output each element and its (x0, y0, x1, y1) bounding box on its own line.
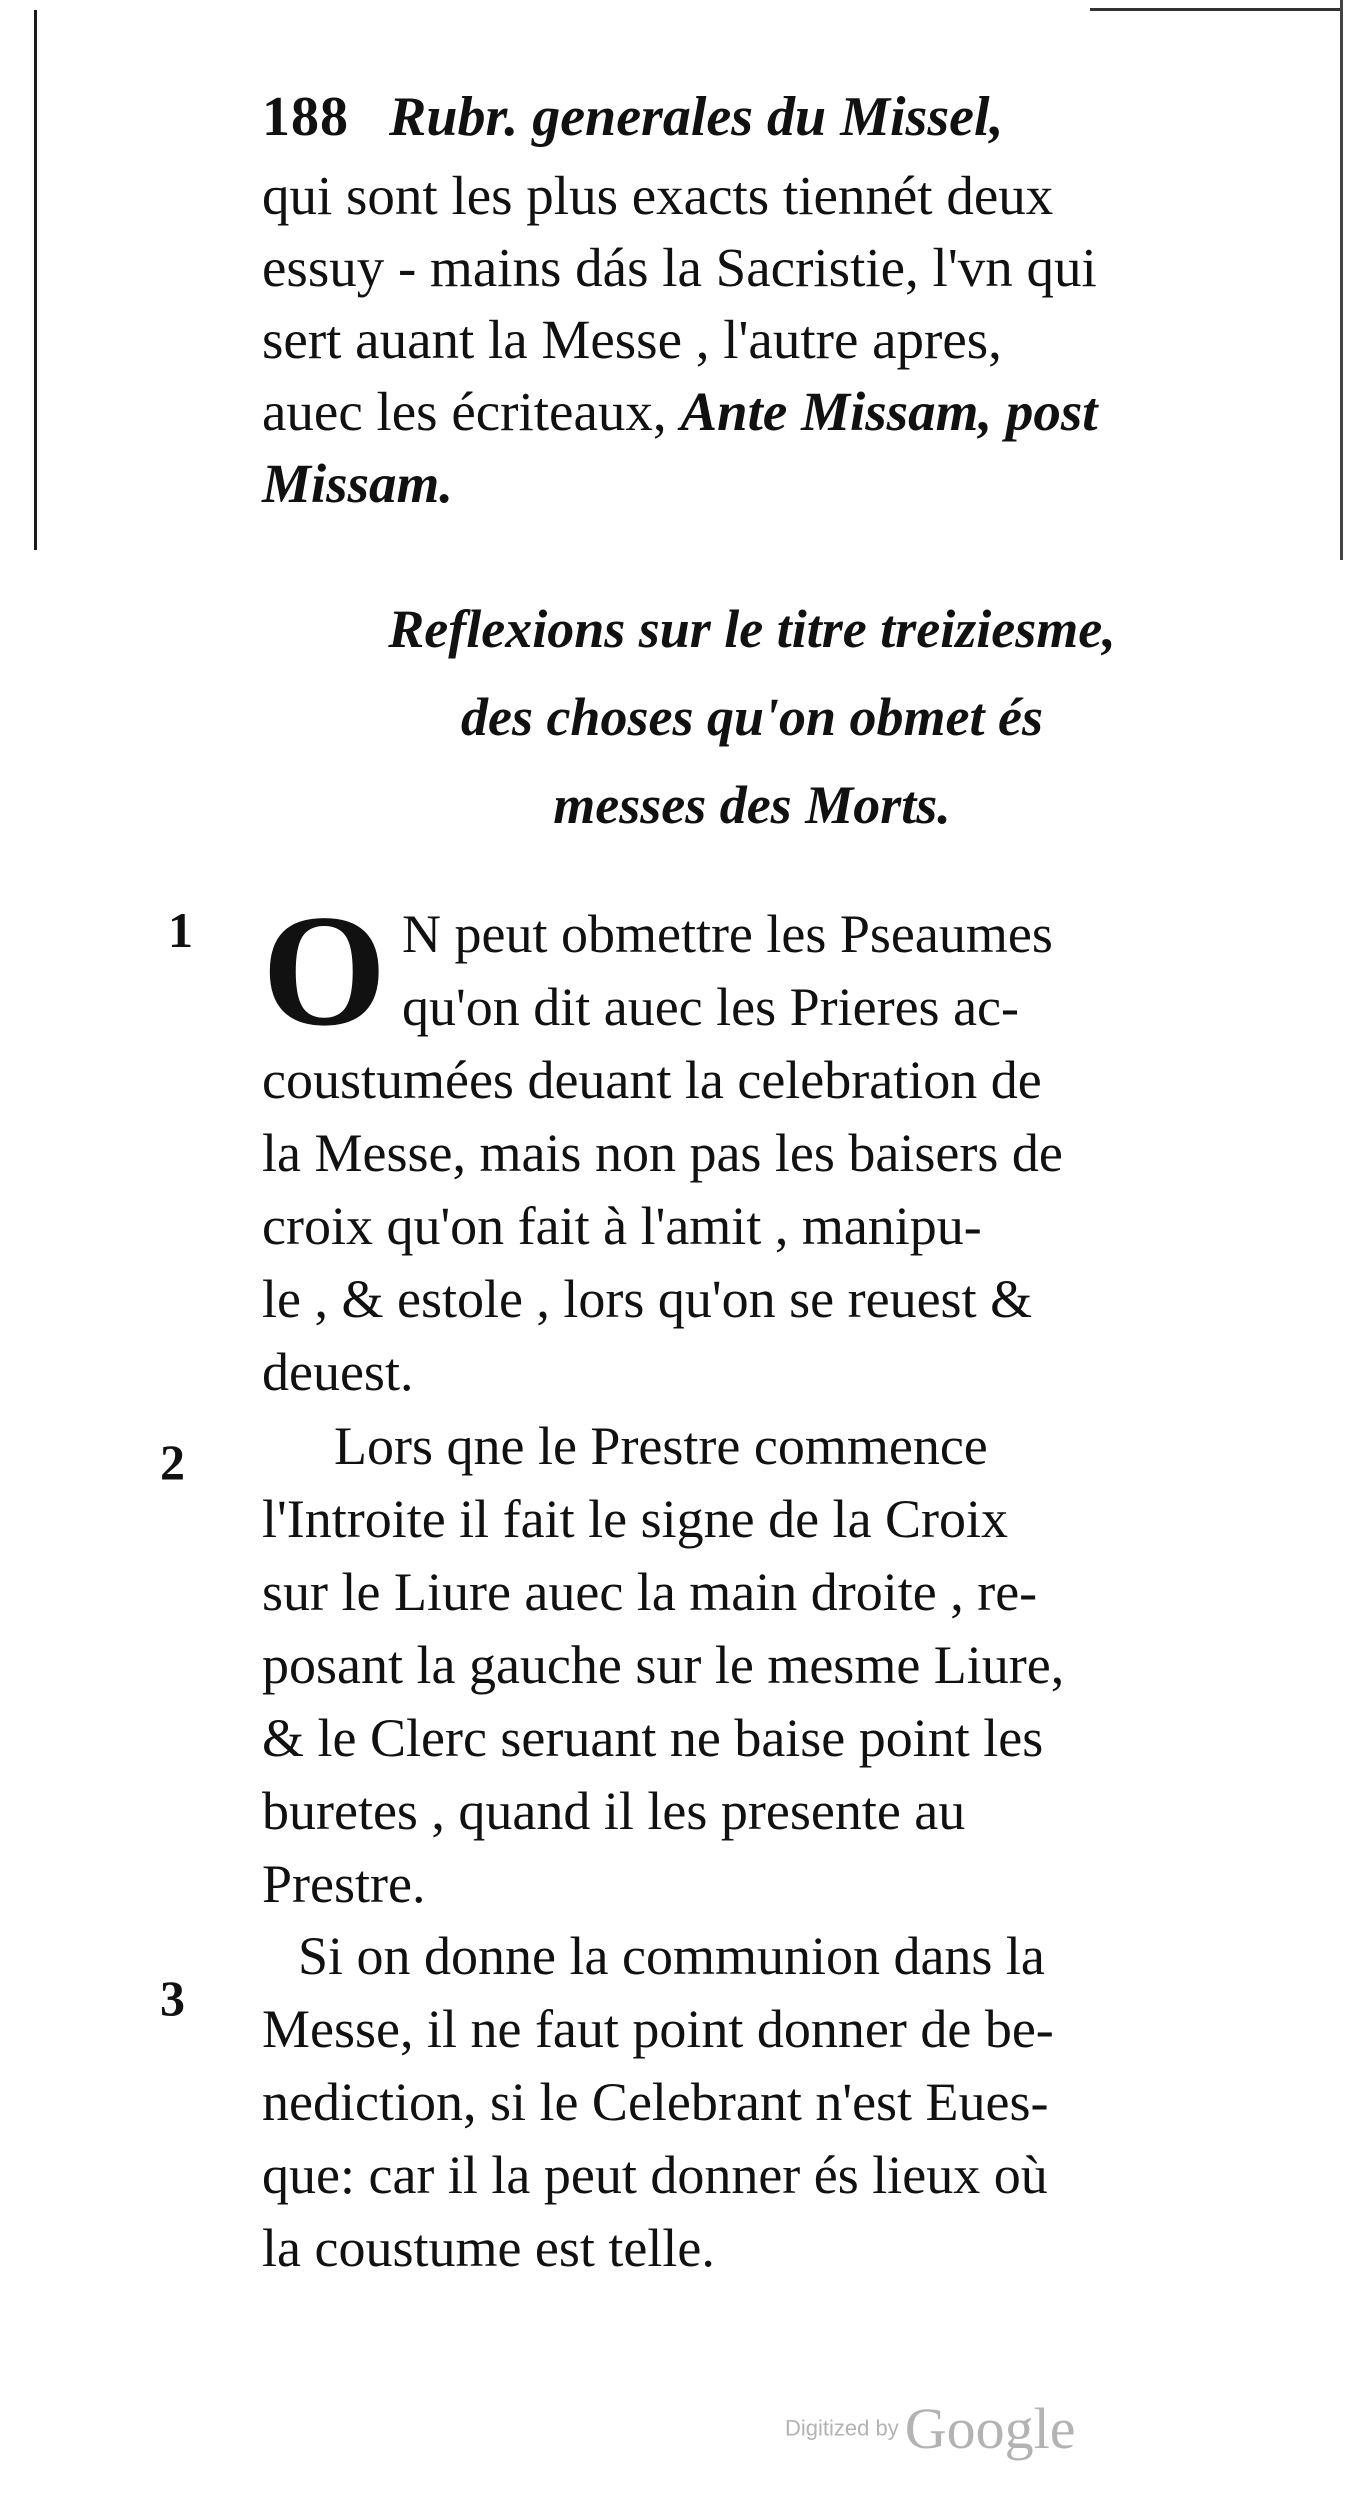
text-line: Missam. (262, 453, 454, 514)
text-line: la coustume est telle. (262, 2218, 715, 2278)
scan-edge-left (34, 10, 37, 550)
margin-number: 2 (160, 1434, 185, 1490)
text-line: la Messe, mais non pas les baisers de (262, 1123, 1063, 1183)
text-line: qui sont les plus exacts tiennét deux (262, 165, 1054, 226)
text-line: croix qu'on fait à l'amit , manipu- (262, 1196, 982, 1256)
page-number: 188 (262, 86, 349, 148)
text-line: essuy - mains dás la Sacristie, l'vn qui (262, 237, 1097, 298)
running-title: Rubr. generales du Missel, (389, 86, 1004, 148)
paragraph-2 (262, 1410, 1242, 1921)
heading-line: des choses qu'on obmet és (460, 687, 1043, 747)
text-line: N peut obmettre les Pseaumes (402, 904, 1053, 964)
running-head (262, 82, 1242, 152)
drop-cap: O (262, 881, 387, 1059)
text-line: coustumées deuant la celebration de (262, 1050, 1042, 1110)
section-heading (262, 585, 1242, 849)
margin-number: 3 (160, 1970, 185, 2026)
heading-line: Reflexions sur le titre treiziesme, (388, 599, 1116, 659)
text-line: sur le Liure auec la main droite , re- (262, 1562, 1038, 1622)
text-line: & le Clerc seruant ne baise point les (262, 1708, 1044, 1768)
text-line: Lors qne le Prestre commence (334, 1416, 988, 1476)
digitized-watermark (785, 2395, 1075, 2462)
continuation-text (262, 160, 1242, 520)
heading-line: messes des Morts. (553, 775, 951, 835)
text-line: que: car il la peut donner és lieux où (262, 2145, 1048, 2205)
watermark-brand: Google (904, 2396, 1076, 2461)
scan-edge-right (1340, 0, 1343, 560)
text-fragment: auec les écriteaux, (262, 381, 667, 442)
text-line: Messe, il ne faut point donner de be- (262, 1999, 1054, 2059)
text-line: deuest. (262, 1342, 414, 1402)
paragraph-1 (262, 881, 1242, 1409)
text-line (262, 376, 1242, 448)
text-line: sert auant la Messe , l'autre apres, (262, 309, 1002, 370)
watermark-prefix: Digitized by (785, 2415, 899, 2441)
latin-italic-fragment: Ante Missam, post (680, 381, 1098, 442)
text-line: l'Introite il fait le signe de la Croix (262, 1489, 1009, 1549)
text-line: le , & estole , lors qu'on se reuest & (262, 1269, 1033, 1329)
text-line: Prestre. (262, 1854, 426, 1914)
text-line: qu'on dit auec les Prieres ac- (402, 977, 1019, 1037)
text-line: Si on donne la communion dans la (298, 1926, 1045, 1986)
text-line: nediction, si le Celebrant n'est Eues- (262, 2072, 1049, 2132)
text-line: buretes , quand il les presente au (262, 1781, 966, 1841)
paragraph-3 (262, 1920, 1242, 2285)
margin-number: 1 (168, 902, 193, 958)
scan-edge-top (1090, 8, 1340, 11)
text-line: posant la gauche sur le mesme Liure, (262, 1635, 1065, 1695)
